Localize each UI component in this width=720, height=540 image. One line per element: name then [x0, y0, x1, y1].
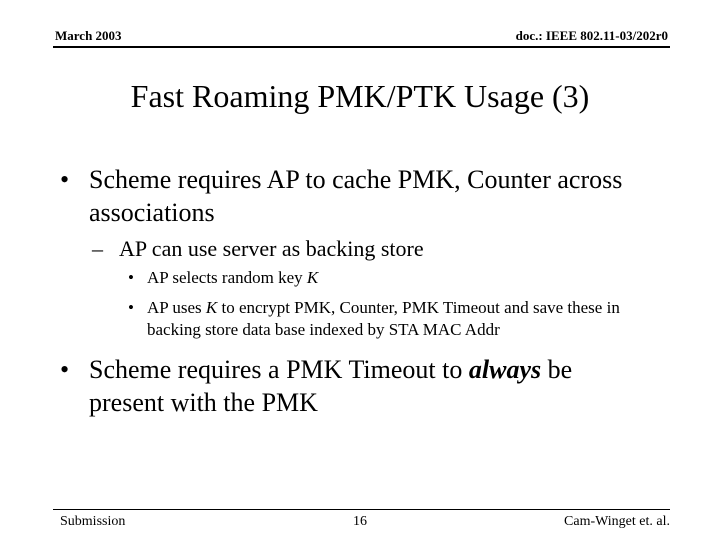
- footer-page-number: 16: [353, 514, 367, 529]
- sub-bullet-marker: –: [92, 236, 103, 261]
- italic-key: K: [306, 268, 319, 287]
- emphasis-always: always: [468, 355, 542, 384]
- text-part: to encrypt PMK, Counter, PMK Timeout and save these in backing store data base indexed by STA MAC Addr: [147, 298, 620, 339]
- subsub-bullet-marker: •: [128, 268, 134, 287]
- header-doc-id: doc.: IEEE 802.11-03/202r0: [515, 28, 668, 43]
- bullet-pmk-timeout: [60, 353, 649, 419]
- header-date: March 2003: [55, 28, 122, 43]
- subsub-bullet-text: [128, 267, 648, 289]
- subsub-bullet-random-key: [128, 267, 648, 289]
- bullet-marker: •: [60, 165, 70, 194]
- subsub-bullet-marker: •: [128, 298, 134, 317]
- footer-authors: Cam-Winget et. al.: [564, 514, 670, 529]
- text-part: AP uses: [147, 298, 206, 317]
- bullet-text: Scheme requires AP to cache PMK, Counter across associations: [89, 165, 623, 227]
- bullet-marker: •: [60, 355, 70, 384]
- sub-bullet-text: AP can use server as backing store: [119, 236, 424, 261]
- subsub-bullet-encrypt: [128, 297, 648, 341]
- subsub-bullet-text: [128, 297, 648, 341]
- text-part: be present with the PMK: [89, 355, 573, 417]
- header-rule: [53, 46, 670, 48]
- bullet-cache-pmk: [60, 163, 649, 229]
- italic-key: K: [205, 298, 218, 317]
- slide-title: Fast Roaming PMK/PTK Usage (3): [130, 78, 590, 114]
- footer-rule: [53, 509, 670, 510]
- sub-bullet-backing-store: [92, 235, 424, 263]
- bullet-text: [60, 353, 649, 419]
- text-part: AP selects random key: [147, 268, 307, 287]
- footer-submission: Submission: [60, 514, 126, 529]
- text-part: Scheme requires a PMK Timeout to: [89, 355, 469, 384]
